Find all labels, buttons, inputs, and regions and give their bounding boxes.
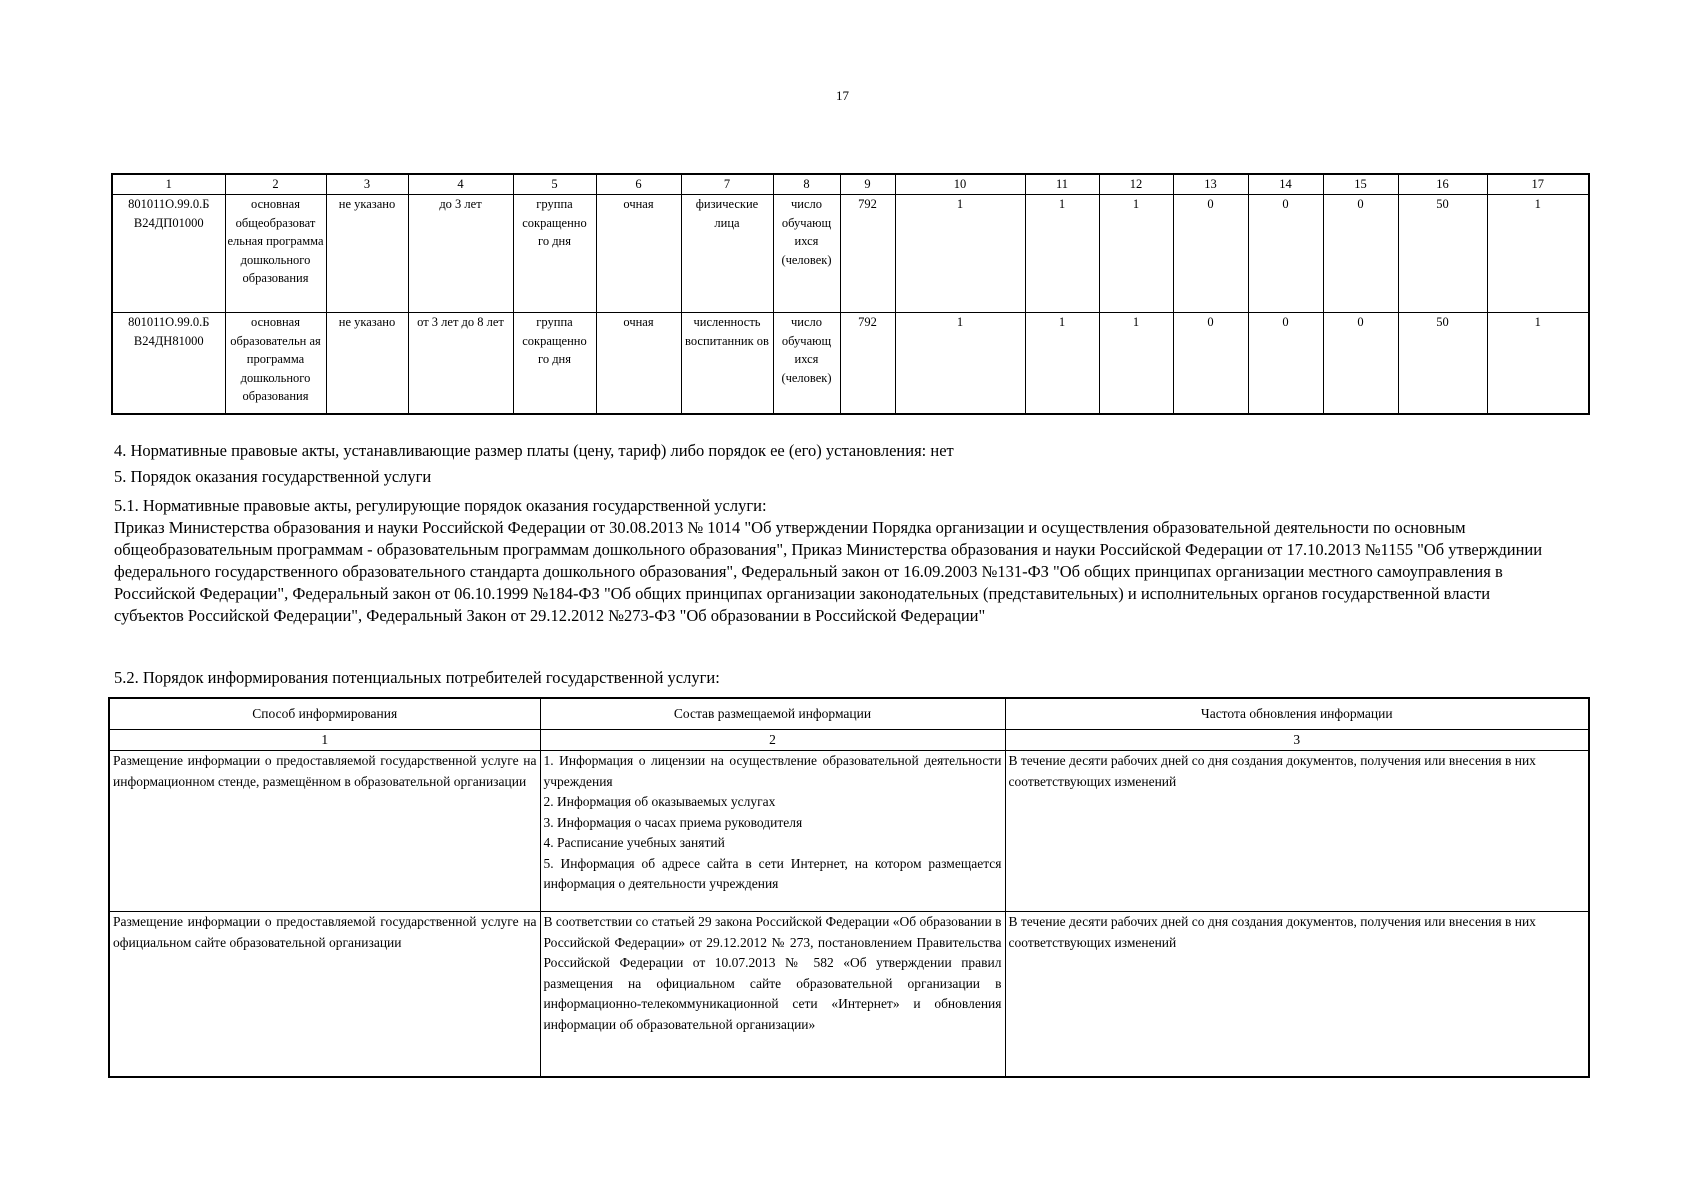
section-5-1-body: Приказ Министерства образования и науки Российской Федерации от 30.08.2013 № 1014 "Об утверждении Порядка организации и осуществления образовательной деятельности по основным общеобразовательным программам - образовательным программам дошкольного образования", Приказ Министерства образования и науки Российской Федерации от 17.10.2013 №1155 "Об утверждинии федерального государственного образовательного стандарта дошкольного образования", Федеральный закон от 16.09.2003 №131-ФЗ "Об общих принципах организации местного самоуправления в Российской Федерации", Федеральный закон от 06.10.1999 №184-ФЗ "Об общих принципах организации законодательных (представительных) и исполнительных органов государственной власти субъектов Российской Федерации", Федеральный Закон от 29.12.2012 №273-ФЗ "Об образовании в Российской Федерации" bbox=[114, 518, 1543, 625]
table-cell: 1 bbox=[1025, 195, 1099, 313]
column-header: 4 bbox=[408, 174, 513, 195]
table-cell: 801011О.99.0.Б В24ДП01000 bbox=[112, 195, 225, 313]
table-cell: число обучающ ихся (человек) bbox=[773, 195, 840, 313]
column-header: 15 bbox=[1323, 174, 1398, 195]
section-5-heading: 5. Порядок оказания государственной услуги bbox=[114, 467, 432, 486]
table-cell: 1 bbox=[895, 195, 1025, 313]
column-number: 1 bbox=[109, 730, 540, 751]
table-cell: физические лица bbox=[681, 195, 773, 313]
volume-indicators-table bbox=[111, 173, 1590, 415]
section-5-2-heading: 5.2. Порядок информирования потенциальных потребителей государственной услуги: bbox=[114, 668, 720, 687]
column-header: Способ информирования bbox=[109, 698, 540, 730]
table-cell: 0 bbox=[1173, 313, 1248, 415]
column-header: 10 bbox=[895, 174, 1025, 195]
section-5-1-title: 5.1. Нормативные правовые акты, регулирующие порядок оказания государственной услуги: bbox=[114, 496, 767, 515]
table-cell: 1 bbox=[1025, 313, 1099, 415]
table-cell: 0 bbox=[1323, 313, 1398, 415]
content-line: 4. Расписание учебных занятий bbox=[543, 835, 725, 850]
table-cell: 1 bbox=[1487, 313, 1589, 415]
table-cell: 50 bbox=[1398, 195, 1487, 313]
method-cell: Размещение информации о предоставляемой государственной услуге на информационном стенде, размещённом в образовательной организации bbox=[109, 751, 540, 912]
page-number: 17 bbox=[836, 88, 849, 103]
content-cell: В соответствии со статьей 29 закона Российской Федерации «Об образовании в Российской Федерации» от 29.12.2012 № 273, постановлением Правительства Российской Федерации от 10.07.2013 № 582 «Об утверждении правил размещения на официальном сайте образовательной организации в информационно-телекоммуникационной сети «Интернет» и обновления информации об образовательной организации» bbox=[540, 912, 1005, 1078]
informing-table bbox=[108, 697, 1590, 1078]
table-cell: не указано bbox=[326, 313, 408, 415]
table-header-row bbox=[109, 698, 1589, 730]
table-row bbox=[112, 195, 1589, 313]
section-5-1 bbox=[114, 495, 1554, 627]
column-header: Частота обновления информации bbox=[1005, 698, 1589, 730]
table-cell: группа сокращенно го дня bbox=[513, 313, 596, 415]
table-row bbox=[112, 313, 1589, 415]
column-header: 12 bbox=[1099, 174, 1173, 195]
table-row bbox=[109, 912, 1589, 1078]
table-cell: 1 bbox=[1487, 195, 1589, 313]
content-line: 2. Информация об оказываемых услугах bbox=[543, 794, 776, 809]
column-header: 7 bbox=[681, 174, 773, 195]
column-header: 5 bbox=[513, 174, 596, 195]
table-cell: очная bbox=[596, 195, 681, 313]
column-header: 2 bbox=[225, 174, 326, 195]
column-header: 14 bbox=[1248, 174, 1323, 195]
column-header: 9 bbox=[840, 174, 895, 195]
content-line: 1. Информация о лицензии на осуществление образовательной деятельности учреждения bbox=[543, 753, 1002, 789]
table-cell: очная bbox=[596, 313, 681, 415]
table-cell: 801011О.99.0.Б В24ДН81000 bbox=[112, 313, 225, 415]
table-row bbox=[109, 751, 1589, 912]
table-cell: 50 bbox=[1398, 313, 1487, 415]
table-cell: основная общеобразоват ельная программа дошкольного образования bbox=[225, 195, 326, 313]
column-header: 8 bbox=[773, 174, 840, 195]
section-4-text: 4. Нормативные правовые акты, устанавливающие размер платы (цену, тариф) либо порядок ее (его) установления: нет bbox=[114, 441, 954, 460]
frequency-cell: В течение десяти рабочих дней со дня создания документов, получения или внесения в них соответствующих изменений bbox=[1005, 912, 1589, 1078]
method-cell: Размещение информации о предоставляемой государственной услуге на официальном сайте образовательной организации bbox=[109, 912, 540, 1078]
content-cell bbox=[540, 751, 1005, 912]
table-cell: численность воспитанник ов bbox=[681, 313, 773, 415]
table-cell: число обучающ ихся (человек) bbox=[773, 313, 840, 415]
table-cell: 0 bbox=[1323, 195, 1398, 313]
table-cell: 0 bbox=[1248, 313, 1323, 415]
column-header: 1 bbox=[112, 174, 225, 195]
column-header: 11 bbox=[1025, 174, 1099, 195]
column-number: 2 bbox=[540, 730, 1005, 751]
column-header: 13 bbox=[1173, 174, 1248, 195]
table-cell: 0 bbox=[1248, 195, 1323, 313]
content-line: 5. Информация об адресе сайта в сети Интернет, на котором размещается информация о деятельности учреждения bbox=[543, 855, 1002, 891]
column-number: 3 bbox=[1005, 730, 1589, 751]
table-cell: 792 bbox=[840, 195, 895, 313]
table-cell: 1 bbox=[1099, 313, 1173, 415]
table-cell: 792 bbox=[840, 313, 895, 415]
column-header: Состав размещаемой информации bbox=[540, 698, 1005, 730]
table-cell: группа сокращенно го дня bbox=[513, 195, 596, 313]
column-header: 17 bbox=[1487, 174, 1589, 195]
column-header: 16 bbox=[1398, 174, 1487, 195]
frequency-cell: В течение десяти рабочих дней со дня создания документов, получения или внесения в них соответствующих изменений bbox=[1005, 751, 1589, 912]
table-cell: основная образовательн ая программа дошкольного образования bbox=[225, 313, 326, 415]
column-header: 6 bbox=[596, 174, 681, 195]
table-cell: до 3 лет bbox=[408, 195, 513, 313]
column-header: 3 bbox=[326, 174, 408, 195]
column-number-row bbox=[109, 730, 1589, 751]
table-header-row bbox=[112, 174, 1589, 195]
table-cell: 1 bbox=[895, 313, 1025, 415]
table-cell: 1 bbox=[1099, 195, 1173, 313]
table-cell: не указано bbox=[326, 195, 408, 313]
content-line: 3. Информация о часах приема руководителя bbox=[543, 814, 803, 830]
table-cell: 0 bbox=[1173, 195, 1248, 313]
table-cell: от 3 лет до 8 лет bbox=[408, 313, 513, 415]
